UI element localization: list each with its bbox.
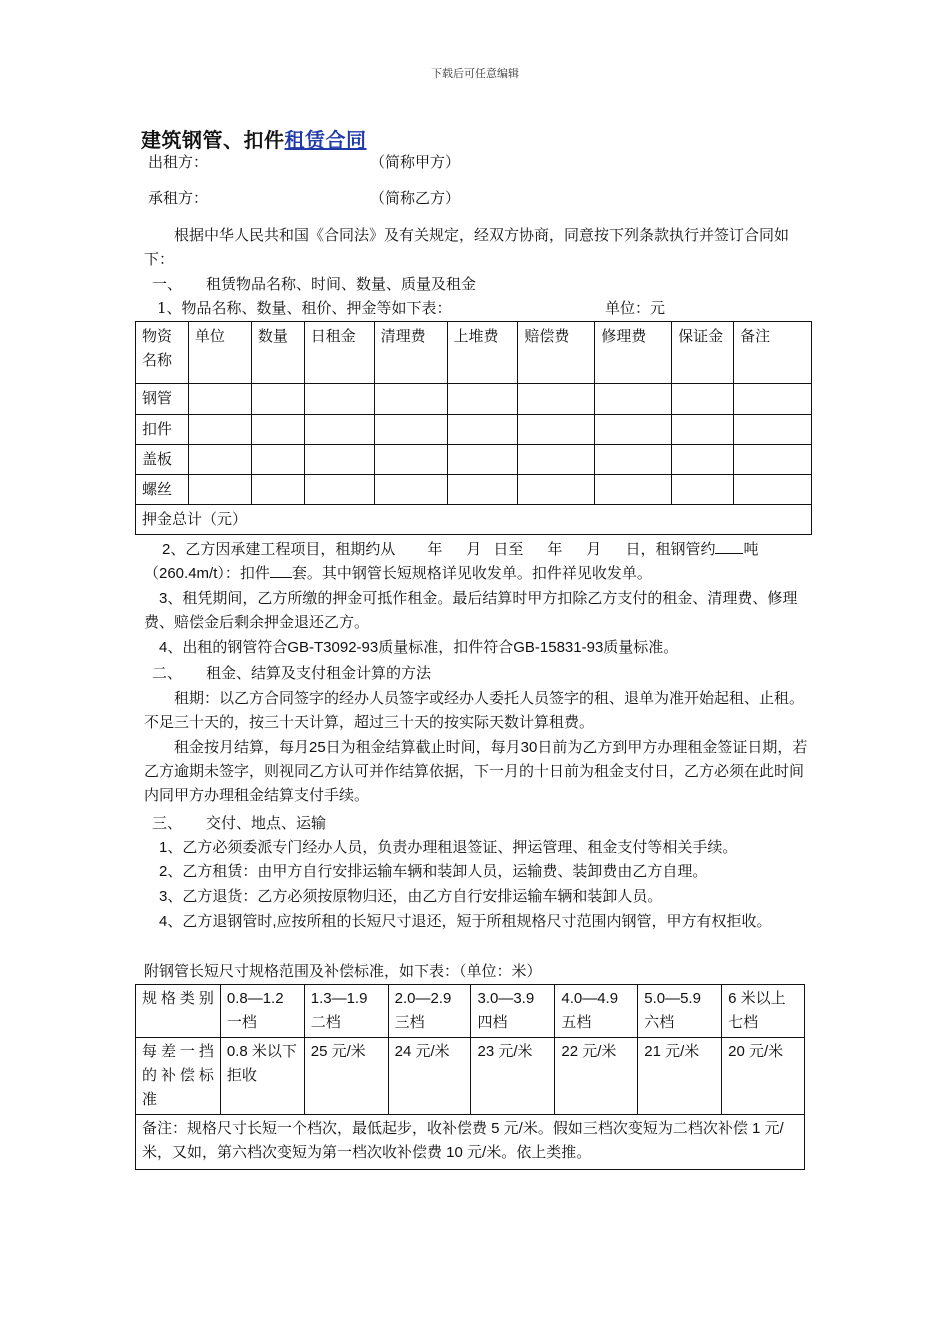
table-cell[interactable] [188,445,251,475]
table-cell[interactable] [447,445,518,475]
grade-row [136,985,805,1038]
table1-header-cell: 数量 [251,322,304,384]
table1-header-cell: 赔偿费 [518,322,595,384]
section1-title: 租赁物品名称、时间、数量、质量及租金 [206,275,477,293]
grade-cell: 2.0—2.9 三档 [388,985,471,1038]
grade-cell: 3.0—3.9 四档 [471,985,555,1038]
compensation-cell: 22 元/米 [555,1038,638,1115]
table1-header-cell: 单位 [188,322,251,384]
compensation-row [136,1038,805,1115]
page-header-note: 下载后可任意编辑 [431,67,519,80]
compensation-note: 备注：规格尺寸长短一个档次，最低起步，收补偿费 5 元/米。假如三档次变短为二档次补偿 1 元/米，又如，第六档次变短为第一档次收补偿费 10 元/米。依上类推。 [136,1115,805,1170]
table-cell[interactable] [672,445,734,475]
table-cell[interactable] [518,475,595,505]
lessor-abbr: （简称甲方） [370,153,461,171]
appendix-caption: 附钢管长短尺寸规格范围及补偿标准，如下表：（单位：米） [144,962,542,980]
ton-blank[interactable] [715,539,743,554]
grade-cell: 4.0—4.9 五档 [555,985,638,1038]
table-cell[interactable] [447,415,518,445]
compensation-row-label: 每差一挡的补偿标准 [136,1038,221,1115]
table-cell[interactable] [374,384,447,415]
lessee-abbr: （简称乙方） [370,189,461,207]
table-cell[interactable] [672,384,734,415]
compensation-cell: 0.8 米以下拒收 [220,1038,304,1115]
table-cell[interactable] [595,475,672,505]
table-cell[interactable] [251,445,304,475]
title-link[interactable]: 租赁合同 [284,128,367,152]
rental-items-table [135,321,812,535]
table-cell[interactable] [304,445,374,475]
table-row [136,384,812,415]
document-title [141,124,367,153]
table-cell[interactable] [374,445,447,475]
table-cell[interactable] [518,445,595,475]
section2-p1: 租期：以乙方合同签字的经办人员签字或经办人委托人员签字的租、退单为准开始起租、止租。不足三十天的，按三十天计算，超过三十天的按实际天数计算租费。 [144,689,805,731]
grade-cell: 0.8—1.2 一档 [220,985,304,1038]
table-cell[interactable] [304,475,374,505]
clause3: 3、租凭期间，乙方所缴的押金可抵作租金。最后结算时甲方扣除乙方支付的租金、清理费、修理费、赔偿金后剩余押金退还乙方。 [144,590,798,631]
table-row [136,475,812,505]
table-row [136,415,812,445]
table-cell[interactable] [251,415,304,445]
table-cell[interactable] [188,415,251,445]
table1-header-cell: 保证金 [672,322,734,384]
deposit-total-label: 押金总计（元） [136,505,812,535]
table-cell[interactable] [734,445,812,475]
grade-cell: 5.0—5.9 六档 [638,985,722,1038]
title-prefix: 建筑钢管、扣件 [141,128,285,152]
table1-header-cell: 清理费 [374,322,447,384]
table-cell[interactable] [188,384,251,415]
table-cell[interactable] [304,415,374,445]
section3-item2: 2、乙方租赁：由甲方自行安排运输车辆和装卸人员，运输费、装卸费由乙方自理。 [159,863,708,880]
intro-paragraph: 根据中华人民共和国《合同法》及有关规定，经双方协商，同意按下列条款执行并签订合同如下： [144,226,790,268]
compensation-cell: 23 元/米 [471,1038,555,1115]
row-label: 扣件 [136,415,189,445]
table-cell[interactable] [672,475,734,505]
table-cell[interactable] [188,475,251,505]
fastener-blank[interactable] [270,563,292,578]
section3-item1: 1、乙方必须委派专门经办人员，负责办理租退签证、押运管理、租金支付等相关手续。 [159,839,738,856]
clause2-line2: （260.4m/t）：扣件 套。其中钢管长短规格详见收发单。扣件祥见收发单。 [144,564,652,582]
section1-item1: 1、物品名称、数量、租价、押金等如下表： [157,299,452,317]
table1-header-cell: 日租金 [304,322,374,384]
section3-item4: 4、乙方退钢管时,应按所租的长短尺寸退还，短于所租规格尺寸范围内钢管，甲方有权拒收。 [159,913,772,930]
note-row [136,1115,805,1170]
section1-unit: 单位：元 [605,299,666,317]
table-cell[interactable] [595,384,672,415]
section2-num: 二、 [152,664,183,682]
compensation-cell: 20 元/米 [722,1038,805,1115]
row-label: 钢管 [136,384,189,415]
section3-num: 三、 [152,814,183,832]
table-cell[interactable] [595,415,672,445]
section1-num: 一、 [152,275,183,293]
clause4: 4、出租的钢管符合GB-T3092-93质量标准，扣件符合GB-15831-93质量标准。 [159,639,679,656]
compensation-cell: 24 元/米 [388,1038,471,1115]
section2-p2: 租金按月结算，每月25日为租金结算截止时间，每月30日前为乙方到甲方办理租金签证日期，若乙方逾期未签字，则视同乙方认可并作结算依据，下一月的十日前为租金支付日，乙方必须在此时间内同甲方办理租金结算支付手续。 [144,739,808,804]
table1-total-row [136,505,812,535]
table-cell[interactable] [251,475,304,505]
table-cell[interactable] [374,475,447,505]
grade-cell: 1.3—1.9 二档 [304,985,388,1038]
table-cell[interactable] [734,415,812,445]
table-cell[interactable] [447,384,518,415]
table-cell[interactable] [595,445,672,475]
table1-header-row [136,322,812,384]
table1-header-cell: 上堆费 [447,322,518,384]
table-cell[interactable] [734,475,812,505]
table-cell[interactable] [304,384,374,415]
compensation-cell: 25 元/米 [304,1038,388,1115]
table1-header-cell: 备注 [734,322,812,384]
row-label: 螺丝 [136,475,189,505]
table1-header-cell: 修理费 [595,322,672,384]
compensation-table [135,984,805,1170]
table-cell[interactable] [672,415,734,445]
table1-header-cell: 物资名称 [136,322,189,384]
grade-cell: 6 米以上 七档 [722,985,805,1038]
row-label: 盖板 [136,445,189,475]
table-cell[interactable] [518,384,595,415]
section3-item3: 3、乙方退货：乙方必须按原物归还，由乙方自行安排运输车辆和装卸人员。 [159,888,663,905]
lessor-label: 出租方： [148,153,209,171]
grade-row-label: 规格类别 [136,985,221,1038]
section3-title: 交付、地点、运输 [206,814,327,832]
table-cell[interactable] [374,415,447,445]
lessee-label: 承租方： [148,189,209,207]
table-cell[interactable] [251,384,304,415]
table-cell[interactable] [447,475,518,505]
table-row [136,445,812,475]
clause2-line1: 2、乙方因承建工程项目，租期约从 年 月 日至 年 月 日，租钢管约 吨 [162,540,759,558]
table-cell[interactable] [734,384,812,415]
table-cell[interactable] [518,415,595,445]
compensation-cell: 21 元/米 [638,1038,722,1115]
section2-title: 租金、结算及支付租金计算的方法 [206,664,432,682]
